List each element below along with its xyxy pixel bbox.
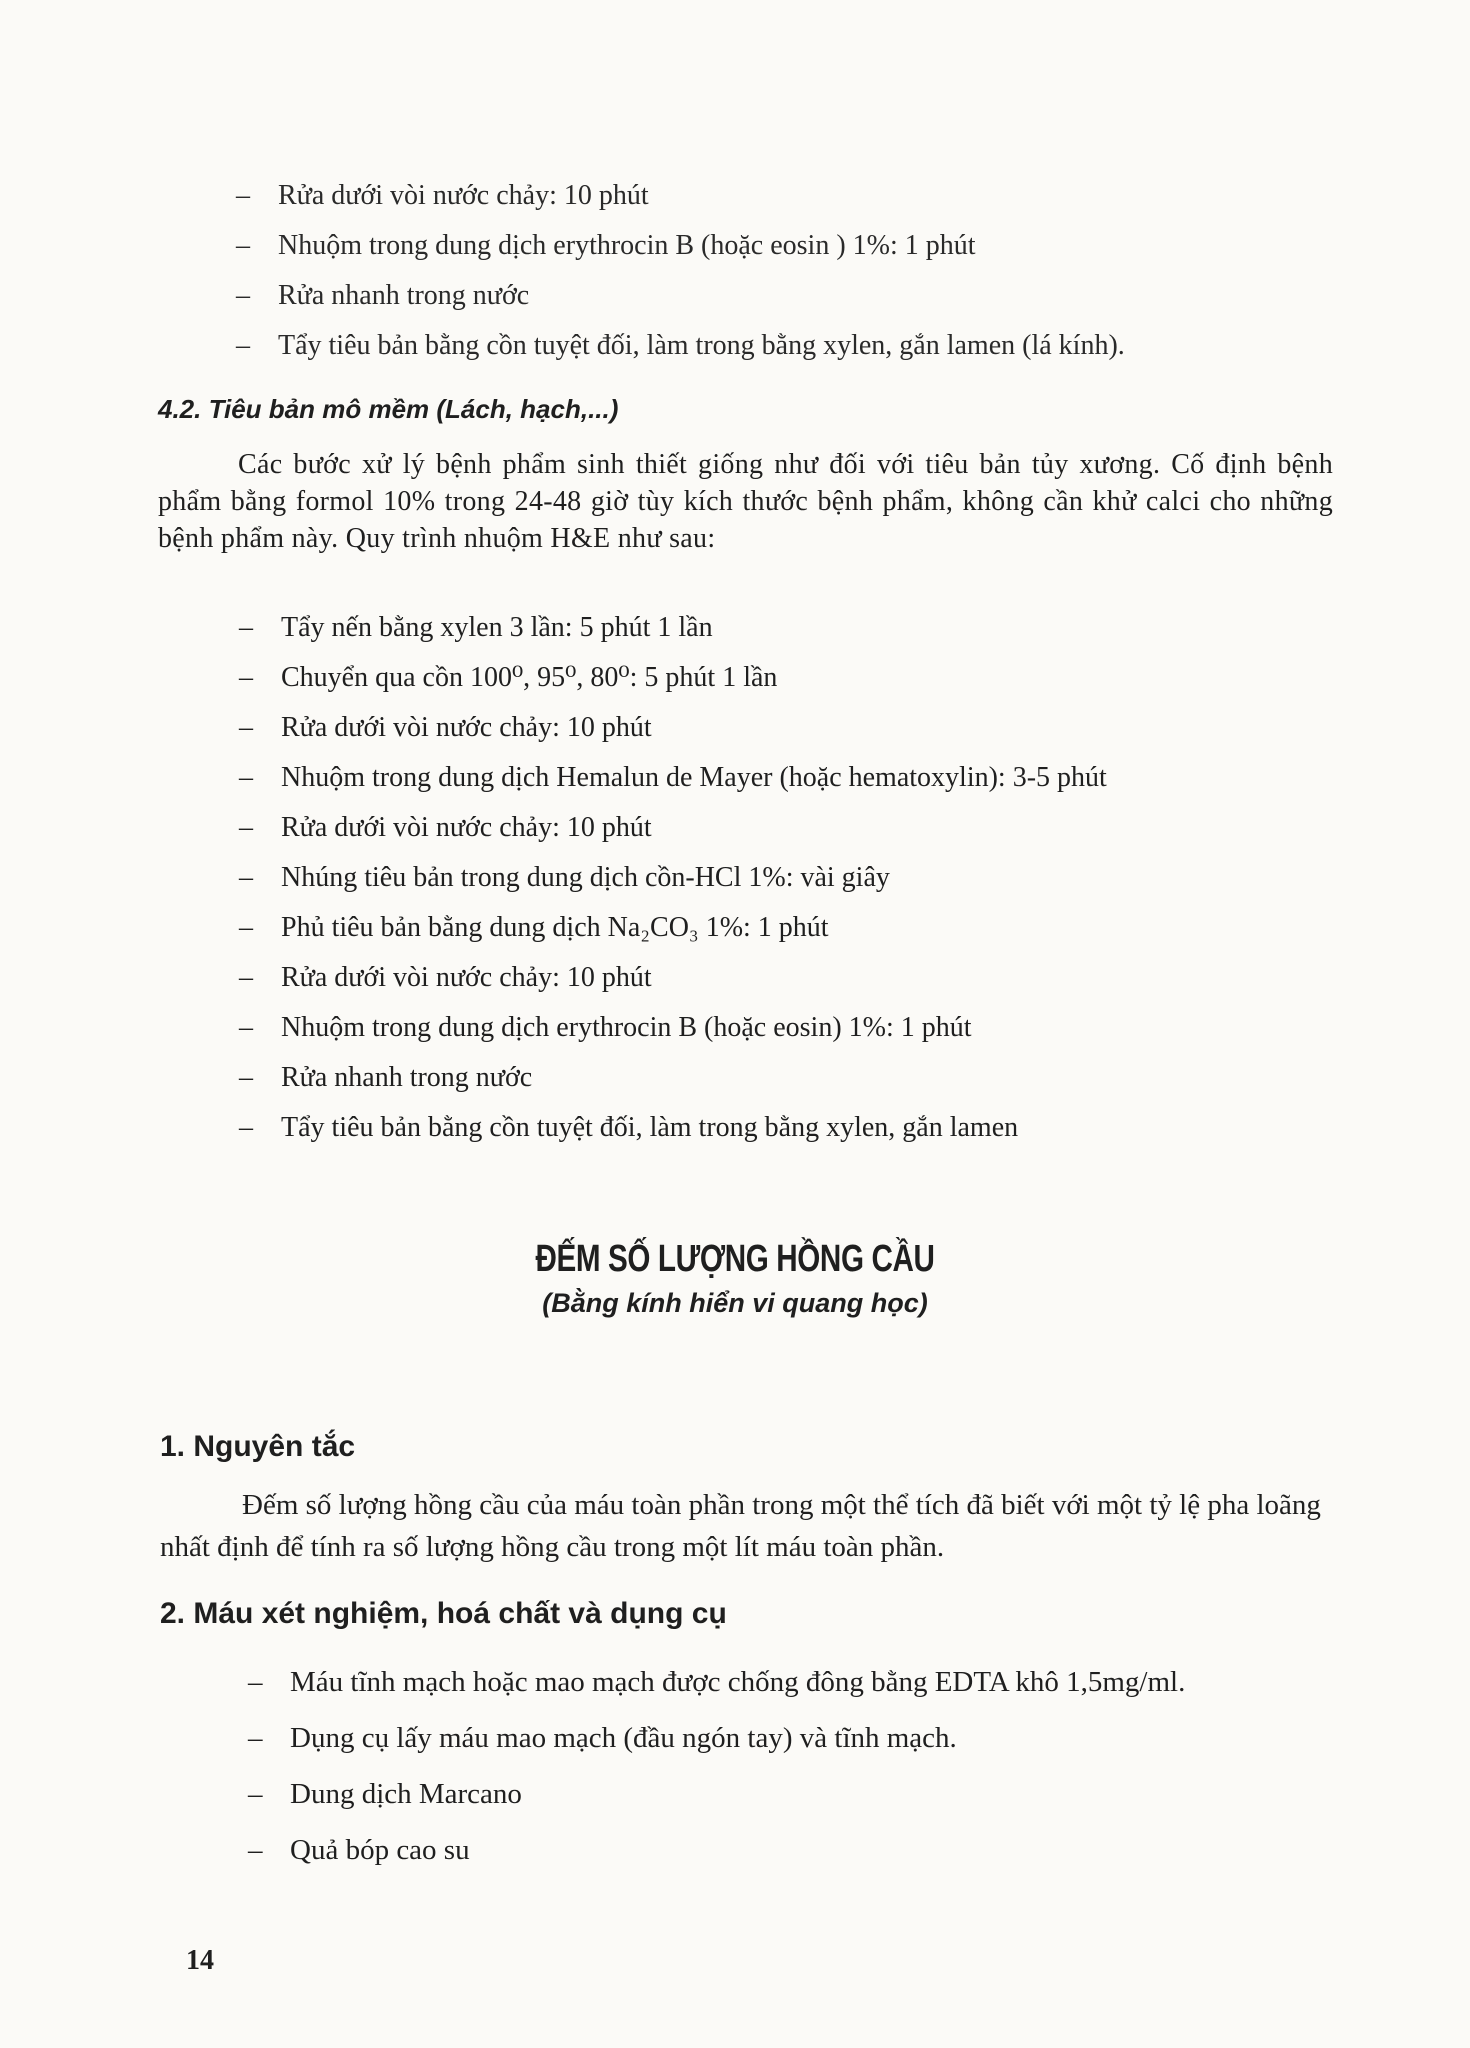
subsection-heading-4-2: 4.2. Tiêu bản mô mềm (Lách, hạch,...) <box>158 394 619 424</box>
list-item: – Dụng cụ lấy máu mao mạch (đầu ngón tay) và tĩnh mạch. <box>248 1722 957 1754</box>
paragraph-principle: Đếm số lượng hồng cầu của máu toàn phần trong một thể tích đã biết với một tỷ lệ pha loãng nhất định để tính ra số lượng hồng cầu trong một lít máu toàn phần. <box>160 1489 1321 1563</box>
list-item: – Rửa dưới vòi nước chảy: 10 phút <box>239 812 652 843</box>
list-item: – Rửa dưới vòi nước chảy: 10 phút <box>239 712 652 743</box>
list-item: – Quả bóp cao su <box>248 1834 470 1866</box>
list-item: – Dung dịch Marcano <box>248 1778 522 1810</box>
list-staining-steps-continued <box>236 171 1125 371</box>
list-item: – Tẩy nến bằng xylen 3 lần: 5 phút 1 lần <box>239 612 713 643</box>
section-heading-principle: 1. Nguyên tắc <box>160 1430 356 1463</box>
list-item: – Rửa nhanh trong nước <box>239 1062 533 1093</box>
paragraph-soft-tissue: Các bước xử lý bệnh phẩm sinh thiết giống như đối với tiêu bản tủy xương. Cố định bệnh phẩm bằng formol 10% trong 24-48 giờ tùy kích thước bệnh phẩm, không cần khử calci cho những bệnh phẩm này. Quy trình nhuộm H&E như sau: <box>158 449 1333 554</box>
list-item: – Rửa nhanh trong nước <box>236 280 530 311</box>
list-item: – Chuyển qua cồn 100⁰, 95⁰, 80⁰: 5 phút 1 lần <box>239 662 778 693</box>
list-item: – Phủ tiêu bản bằng dung dịch Na₂CO₃ 1%: 1 phút <box>239 912 829 943</box>
list-item: – Nhúng tiêu bản trong dung dịch cồn-HCl 1%: vài giây <box>239 862 890 893</box>
article-title: ĐẾM SỐ LƯỢNG HỒNG CẦU <box>535 1238 935 1280</box>
section-heading-materials: 2. Máu xét nghiệm, hoá chất và dụng cụ <box>160 1597 727 1630</box>
list-item: – Tẩy tiêu bản bằng cồn tuyệt đối, làm trong bằng xylen, gắn lamen (lá kính). <box>236 330 1125 361</box>
article-subtitle: (Bằng kính hiển vi quang học) <box>542 1288 928 1318</box>
list-item: – Tẩy tiêu bản bằng cồn tuyệt đối, làm trong bằng xylen, gắn lamen <box>239 1112 1019 1143</box>
list-item: – Máu tĩnh mạch hoặc mao mạch được chống đông bằng EDTA khô 1,5mg/ml. <box>248 1666 1186 1698</box>
list-item: – Nhuộm trong dung dịch erythrocin B (hoặc eosin ) 1%: 1 phút <box>236 230 976 261</box>
page-number: 14 <box>186 1945 214 1976</box>
list-item: – Rửa dưới vòi nước chảy: 10 phút <box>236 180 649 211</box>
list-item: – Rửa dưới vòi nước chảy: 10 phút <box>239 962 652 993</box>
list-item: – Nhuộm trong dung dịch erythrocin B (hoặc eosin) 1%: 1 phút <box>239 1012 972 1043</box>
list-he-staining-steps <box>239 603 1107 1153</box>
list-materials <box>248 1654 1186 1878</box>
list-item: – Nhuộm trong dung dịch Hemalun de Mayer (hoặc hematoxylin): 3-5 phút <box>239 762 1107 793</box>
